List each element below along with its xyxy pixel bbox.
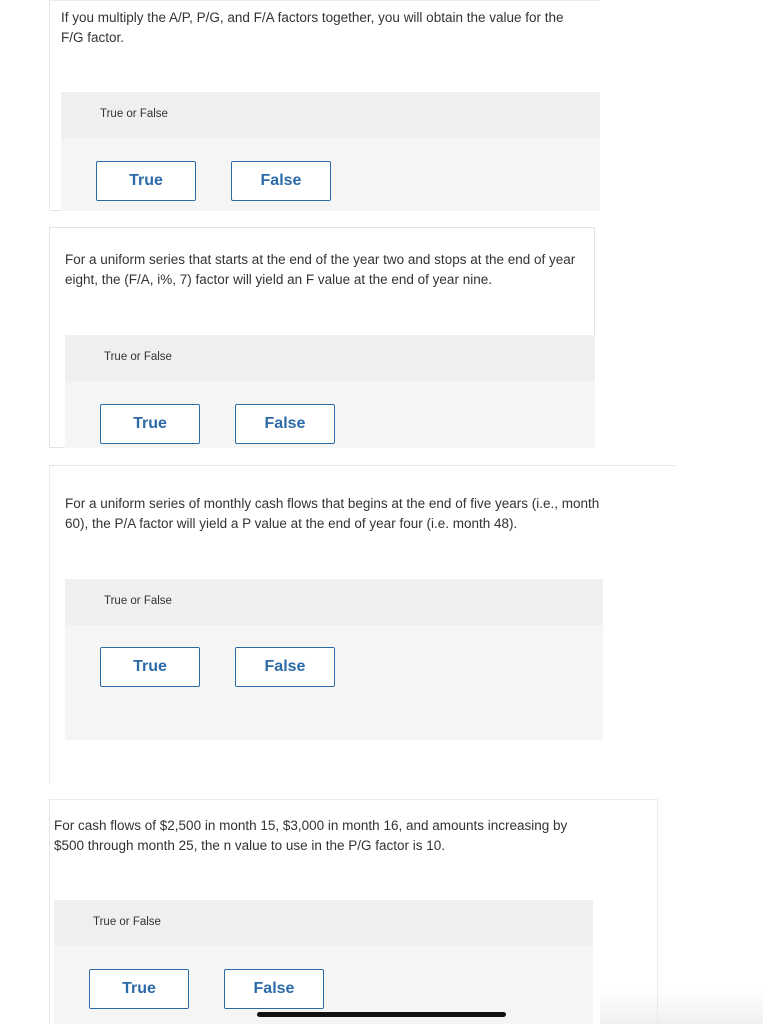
true-false-label: True or False [93, 916, 161, 928]
answer-area [65, 381, 595, 448]
true-false-header [61, 92, 600, 138]
false-button[interactable]: False [231, 161, 331, 201]
question-text: If you multiply the A/P, P/G, and F/A factors together, you will obtain the value for the F/G factor. [61, 10, 564, 45]
edge-shadow [600, 990, 763, 1024]
question-text: For a uniform series that starts at the end of the year two and stops at the end of year eight, the (F/A, i%, 7) factor will yield an F value at the end of year nine. [65, 252, 576, 287]
false-button[interactable]: False [235, 647, 335, 687]
question-card-3 [49, 465, 676, 783]
question-text: For cash flows of $2,500 in month 15, $3,000 in month 16, and amounts increasing by $500 through month 25, the n value to use in the P/G factor is 10. [54, 818, 568, 853]
false-button[interactable]: False [224, 969, 324, 1009]
true-button[interactable]: True [100, 647, 200, 687]
home-indicator[interactable] [257, 1012, 506, 1017]
true-false-label: True or False [104, 595, 172, 607]
true-false-header [65, 335, 595, 381]
answer-area [61, 138, 600, 211]
question-card-4 [49, 799, 658, 1024]
question-card-2 [49, 227, 595, 448]
question-card-1 [49, 0, 600, 211]
true-button[interactable]: True [96, 161, 196, 201]
question-text: For a uniform series of monthly cash flows that begins at the end of five years (i.e., month 60), the P/A factor will yield a P value at the end of year four (i.e. month 48). [65, 496, 600, 531]
true-button[interactable]: True [100, 404, 200, 444]
true-false-label: True or False [100, 108, 168, 120]
true-false-header [54, 900, 593, 946]
false-button[interactable]: False [235, 404, 335, 444]
true-button[interactable]: True [89, 969, 189, 1009]
true-false-header [65, 579, 603, 625]
answer-area [65, 625, 603, 740]
true-false-label: True or False [104, 351, 172, 363]
